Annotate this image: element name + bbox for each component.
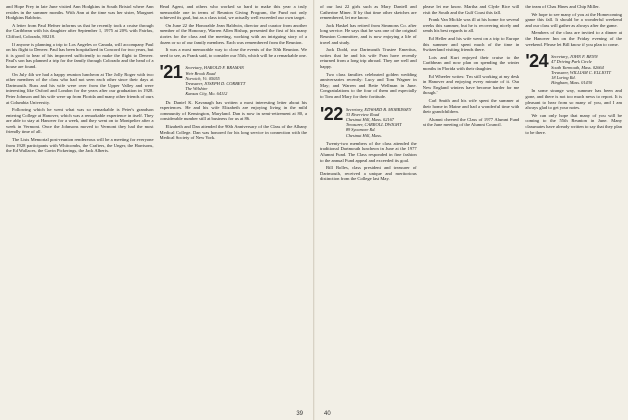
paragraph: On July 4th we had a happy reunion luncheon at The Jolly Roger with two other members of the class who had not seen each other since their days at Dartmouth. Russ and his wife were over from the Upper Valley and were interesting like Oxford and London for the years after our graduation in 1928. Peter Johnson and his wife were up from Florida and many other friends of ours at Columbia University. bbox=[6, 71, 154, 105]
paragraph: Members of the class are invited to a dinner at the Hanover Inn on the Friday evening of the weekend. Please let Bill know if you plan to come. bbox=[525, 30, 623, 47]
address-line: Chestnut Hill, Mass. bbox=[345, 132, 382, 138]
paragraph: On June 22 the Honorable Jean Baldwin, director and curator from another member of the Honorary, Warren Allen Bishop, presented the first of his many stories for the class and the meeting, working with an intriguing story of a dozen or so of our family members. Each was remembered from the Reunion. bbox=[159, 22, 307, 45]
paragraph: Following which he went what was so remarkable is Peter's grandson entering College at Hanover, which was a remarkable experience in itself. They are able to stay at Hanover for a week, and they went on to Montpelier after a week in Vermont. Once the Johnsons moved to Vermont they had the most friendly time of all. bbox=[6, 107, 154, 135]
paragraph: and Hope Frey in late June visited Ann Hodgkins in South Bristol where Ann resides in the summer months. With Ann at the time was her sister, Margaret Hodgkins Baldwin. bbox=[6, 4, 154, 21]
paragraph: Carl Smith and his wife spent the summer at their home in Maine and had a wonderful time with their grandchildren. bbox=[422, 97, 520, 115]
address-line: South Yarmouth, Mass. 02664 bbox=[551, 64, 604, 70]
class-contact-block bbox=[551, 53, 611, 85]
paragraph: Lois and Kurt enjoyed their cruise to the Caribbean and now plan on spending the winter months in Florida with their daughter. bbox=[422, 54, 520, 71]
treasurer-line: Treasurer, WILLIAM C. ELLIOTT bbox=[551, 69, 611, 75]
right-column-2 bbox=[423, 4, 520, 406]
paragraph: Twenty-two members of the class attended the traditional Dartmouth luncheon in June at the 1977 Alumni Fund. The Class responded in fine fashion to the annual Fund appeal and exceeded its goal. bbox=[320, 140, 417, 163]
paragraph: The Lists Memorial post-reunion rendezvous will be a meeting for everyone from 1928 participants with Whitcombs, the Crafters, the Unger, the Harrisons, the Ed Wallaces, the Gavin Pickerings, the Jack Alberts. bbox=[6, 137, 154, 154]
class-year: '22 bbox=[320, 103, 343, 124]
class-year: '21 bbox=[159, 62, 183, 83]
page-gutter bbox=[313, 0, 315, 420]
left-page-columns bbox=[6, 4, 307, 406]
secretary-line: Secretary, HAROLD F. BRAMAN bbox=[185, 65, 244, 71]
address-line: 33 Riverview Road bbox=[345, 111, 380, 117]
paragraph: It was a most memorable way to close the events of the 50th Reunion. We need to see, as Frank said, to consider our 55th, which will be a remarkable one. bbox=[159, 47, 307, 58]
paragraph: please let me know. Martha and Clyde Rice will visit the South and the Gulf Coast this fall. bbox=[422, 4, 520, 15]
paragraph: Ed Heller and his wife went on a trip to Europe this summer and spent much of the time in Switzerland visiting friends there. bbox=[422, 35, 520, 53]
left-column-1 bbox=[6, 4, 154, 406]
right-page bbox=[314, 0, 628, 420]
right-column-1 bbox=[320, 4, 417, 406]
address-line: Norwich, Vt. 05055 bbox=[185, 75, 220, 81]
address-line: 18 Loring Rd. bbox=[551, 74, 576, 80]
paragraph: We hope to see many of you at the Homecoming game this fall. It should be a wonderful weekend and our class will gather as always after the game. bbox=[525, 11, 623, 28]
right-column-3 bbox=[525, 4, 622, 406]
address-line: Weir Brook Road bbox=[185, 70, 216, 76]
right-page-columns bbox=[320, 4, 622, 406]
paragraph: Jack Haskel has retired from Simmons Co. after long service. He says that he was one of the original Reunion Committee, and is now enjoying a life of travel and study. bbox=[320, 22, 417, 45]
paragraph: Jack Dodd, our Dartmouth Trustee Emeritus, writes that he and his wife Fran have recently returned from a long trip abroad. They are well and happy. bbox=[320, 47, 417, 69]
class-heading-22 bbox=[320, 103, 417, 138]
paragraph: We can only hope that many of you will be coming to the 55th Reunion in June. Many classmates have already written to say that they plan to be there. bbox=[525, 112, 623, 135]
paragraph: Elizabeth and Dan attended the 90th Anniversary of the Class of the Albany Medical College. Dan was honored for his long service in connection with the Medical Society of New York. bbox=[159, 123, 307, 141]
paragraph: Bill Bolles, class president and treasurer of Dartmouth, received a unique and meritorious distinction from the College last May. bbox=[320, 165, 417, 182]
treasurer-line: Treasurer, CARROLL DWIGHT bbox=[345, 122, 402, 128]
secretary-line: Secretary, EDWARD B. MORRISSEY bbox=[345, 106, 412, 112]
paragraph: of our last 22 girls such as Mary Daniell and Catherine Miner. If by that time other sketches are remembered, let me know. bbox=[320, 4, 417, 21]
secretary-line: Secretary, JOHN F. BENN bbox=[551, 54, 598, 60]
page-number: 40 bbox=[324, 411, 331, 417]
paragraph: Dr. Daniel K. Kavanagh has written a most interesting letter about his experiences. He and his wife Elizabeth are enjoying living in the mild community of Kensington, Maryland. Dan is now in semi-retirement at 80, a considerable number still at business for us at 86. bbox=[159, 99, 307, 122]
address-line: Hingham, Mass. 01430 bbox=[551, 80, 593, 86]
class-heading-24 bbox=[525, 53, 622, 85]
left-column-2 bbox=[160, 4, 308, 406]
paragraph: Head Agent, and others who worked so hard to make this year a truly memorable one in terms of Reunion Giving Program, the Fund not only achieved its goal, but as a class total, we actually well exceeded our own target. bbox=[159, 4, 307, 21]
address-line: The Wilshire bbox=[185, 86, 208, 92]
address-line: Kansas City, Mo. 64112 bbox=[185, 91, 228, 97]
paragraph: A letter from Paul Hefner informs us that he recently took a cruise through the Caribbean with his daughter after September 1, 1975 at 20% with Fairfax, Clifford, Colorado, 80218. bbox=[6, 22, 154, 39]
paragraph: In some strange way, summer has been and gone, and there is not too much news to report. It is pleasant to hear from so many of you, and I am always glad to get your notes. bbox=[525, 88, 623, 111]
address-line: Chestnut Hill, Mass. 02167 bbox=[345, 116, 394, 122]
address-line: 89 Sycamore Rd. bbox=[345, 127, 376, 133]
address-line: 47 Driving Park Circle bbox=[551, 59, 592, 65]
paragraph: the team of Chas Hines and Chip Miller. bbox=[525, 4, 600, 9]
treasurer-line: Treasurer, JOSEPH D. CORBETT bbox=[185, 80, 246, 86]
paragraph: Alumni cheered the Class of 1977 Alumni Fund at the June meeting of the Alumni Council. bbox=[422, 116, 520, 128]
class-year: '24 bbox=[525, 51, 549, 72]
class-contact-block bbox=[346, 106, 412, 138]
paragraph: Frank Van Mickle was ill at his home for several weeks this summer, but he is recovering nicely and sends his best regards to all. bbox=[422, 17, 520, 34]
class-heading-21 bbox=[160, 64, 308, 96]
paragraph: If anyone is planning a trip to Los Angeles or Canada, will accompany Paul on his flight to Denver. Paul has been hospitalized in Concord for two years, but it is good to hear of his improved sufficiently to make the flight to Denver. Paul's son has planned a trip for the family through Colorado and the head of a house are found. bbox=[6, 41, 154, 69]
paragraph: Ed Wheeler writes: 'I'm still working at my desk in Hanover and enjoying every minute of it. Our New England winters have become harder for me though.' bbox=[422, 73, 520, 96]
class-contact-block bbox=[185, 64, 245, 96]
page-number: 39 bbox=[296, 411, 303, 417]
paragraph: Two class families celebrated golden wedding anniversaries recently: Lucy and Tom Wagner in May; and Warren and Bette Wellman in June. Congratulations to the four of them and especially to Tom and Mary for their fortitude. bbox=[320, 71, 417, 99]
